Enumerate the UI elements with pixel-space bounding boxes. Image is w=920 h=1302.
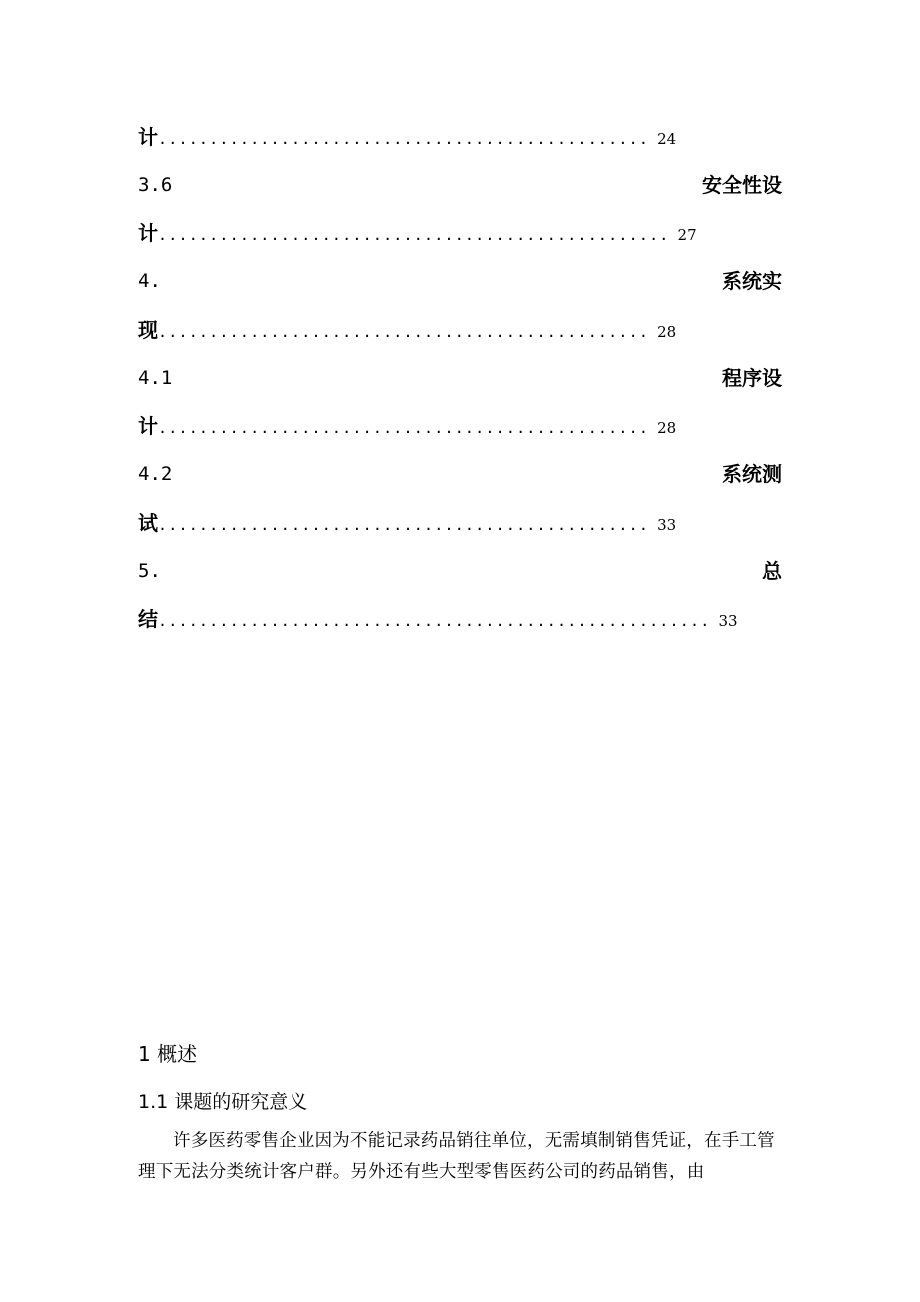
toc-entry-heading[interactable]	[138, 266, 782, 296]
toc-title-tail: 结	[138, 607, 158, 631]
toc-entry-heading[interactable]	[138, 459, 782, 489]
toc-leader-dots: ................................................	[158, 419, 650, 437]
toc-entry-line[interactable]	[138, 604, 738, 634]
toc-entry-line[interactable]	[138, 508, 676, 538]
toc-page-number: 33	[657, 516, 677, 534]
toc-leader-dots: ................................................	[158, 130, 650, 148]
toc-section-title: 总	[762, 559, 782, 583]
body-paragraph: 许多医药零售企业因为不能记录药品销往单位，无需填制销售凭证，在手工管理下无法分类统计客户群。另外还有些大型零售医药公司的药品销售，由	[138, 1131, 775, 1182]
toc-title-tail: 试	[138, 511, 158, 535]
toc-leader-dots: ..................................................	[158, 226, 670, 244]
section-heading: 1 概述	[138, 1042, 198, 1066]
toc-page-number: 28	[657, 323, 677, 341]
toc-page-number: 28	[657, 419, 677, 437]
toc-section-number: 4.2	[138, 463, 173, 485]
subsection-heading: 1.1 课题的研究意义	[138, 1091, 308, 1113]
toc-title-tail: 计	[138, 125, 158, 149]
toc-leader-dots: ................................................	[158, 516, 650, 534]
toc-leader-dots: ................................................	[158, 323, 650, 341]
toc-section-number: 5.	[138, 560, 161, 582]
toc-page-number: 27	[677, 226, 697, 244]
toc-section-title: 程序设	[722, 366, 782, 390]
toc-section-number: 4.1	[138, 367, 173, 389]
toc-title-tail: 计	[138, 414, 158, 438]
toc-section-title: 系统测	[722, 462, 782, 486]
toc-entry-line[interactable]	[138, 411, 676, 441]
toc-page-number: 33	[718, 612, 738, 630]
toc-entry-line[interactable]	[138, 315, 676, 345]
toc-title-tail: 计	[138, 221, 158, 245]
toc-section-title: 安全性设	[702, 173, 782, 197]
toc-section-number: 4.	[138, 270, 161, 292]
toc-section-number: 3.6	[138, 174, 173, 196]
toc-title-tail: 现	[138, 318, 158, 342]
toc-leader-dots: ......................................................	[158, 612, 711, 630]
toc-page-number: 24	[657, 130, 677, 148]
toc-entry-heading[interactable]	[138, 170, 782, 200]
toc-entry-line[interactable]	[138, 122, 676, 152]
toc-entry-line[interactable]	[138, 218, 697, 248]
toc-entry-heading[interactable]	[138, 363, 782, 393]
toc-section-title: 系统实	[722, 269, 782, 293]
toc-entry-heading[interactable]	[138, 556, 782, 586]
